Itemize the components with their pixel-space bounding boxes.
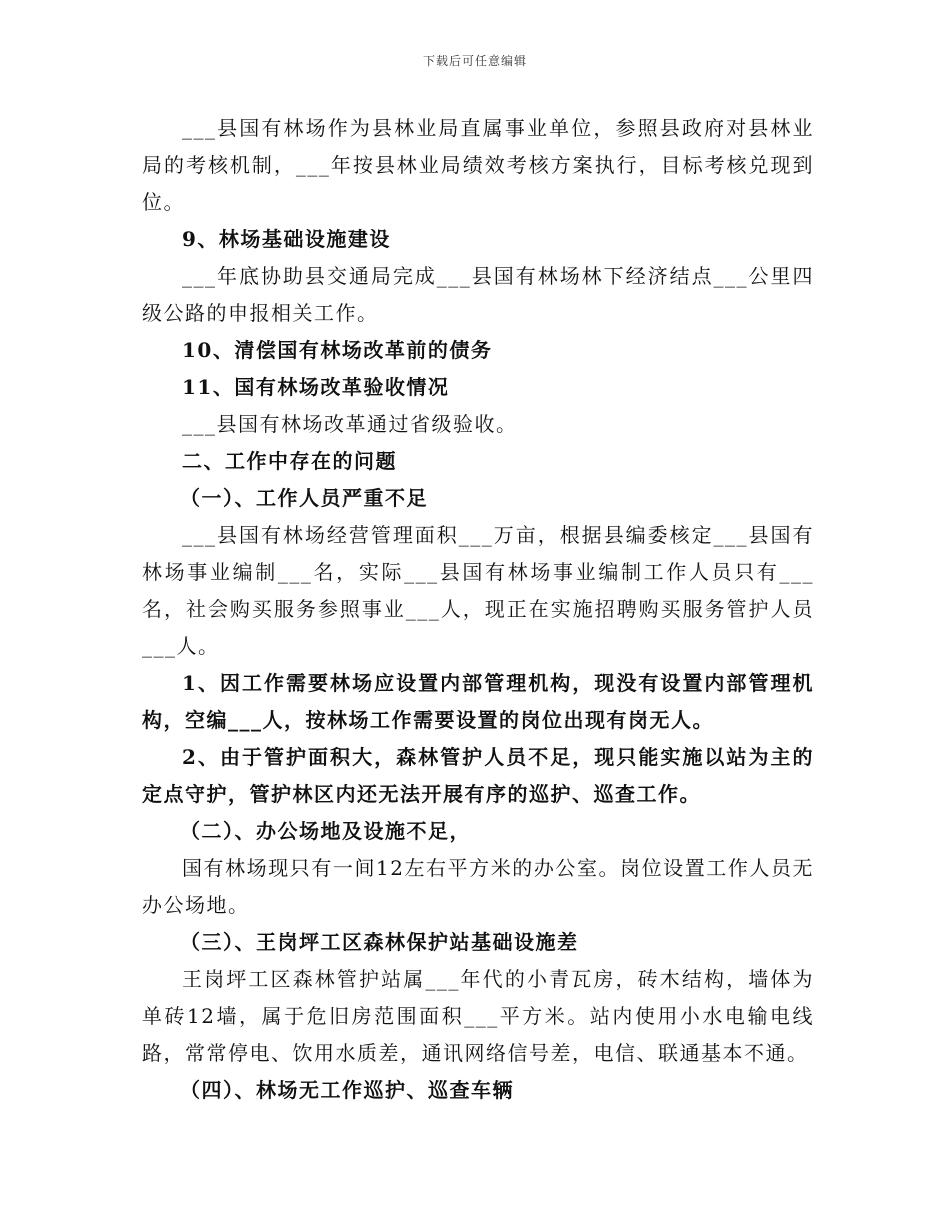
heading-station-infrastructure: （三）、王岗坪工区森林保护站基础设施差 [180,930,579,954]
paragraph-office-shortage: 国有林场现只有一间12左右平方米的办公室。岗位设置工作人员无办公场地。 [142,856,814,917]
paragraph-item-1: 1、因工作需要林场应设置内部管理机构，现没有设置内部管理机构，空编___人，按林场工作需要设置的岗位出现有岗无人。 [142,671,814,732]
page-header: 下载后可任意编辑 [422,54,527,68]
heading-problems: 二、工作中存在的问题 [182,449,397,473]
heading-staff-shortage: （一）、工作人员严重不足 [180,486,428,510]
heading-debt: 10、清偿国有林场改革前的债务 [182,338,493,362]
heading-acceptance: 11、国有林场改革验收情况 [182,375,450,399]
paragraph-item-2: 2、由于管护面积大，森林管护人员不足，现只能实施以站为主的定点守护，管护林区内还无法开展有序的巡护、巡查工作。 [142,745,814,806]
paragraph-infrastructure: ___年底协助县交通局完成___县国有林场林下经济结点___公里四级公路的申报相关工作。 [142,264,814,325]
heading-no-vehicles: （四）、林场无工作巡护、巡查车辆 [180,1078,514,1102]
heading-infrastructure: 9、林场基础设施建设 [182,227,391,251]
paragraph-staff-shortage: ___县国有林场经营管理面积___万亩，根据县编委核定___县国有林场事业编制___名，实际___县国有林场事业编制工作人员只有___名，社会购买服务参照事业___人，现正在实施招聘购买服务管护人员___人。 [142,523,814,658]
heading-office-shortage: （二）、办公场地及设施不足， [180,819,471,843]
paragraph-station-infrastructure: 王岗坪工区森林管护站属___年代的小青瓦房，砖木结构，墙体为单砖12墙，属于危旧房范围面积___平方米。站内使用小水电输电线路，常常停电、饮用水质差，通讯网络信号差，电信、联通基本不通。 [142,967,814,1065]
paragraph-assessment: ___县国有林场作为县林业局直属事业单位，参照县政府对县林业局的考核机制，___年按县林业局绩效考核方案执行，目标考核兑现到位。 [142,116,814,214]
document-body [142,110,814,1109]
paragraph-acceptance: ___县国有林场改革通过省级验收。 [182,412,518,436]
